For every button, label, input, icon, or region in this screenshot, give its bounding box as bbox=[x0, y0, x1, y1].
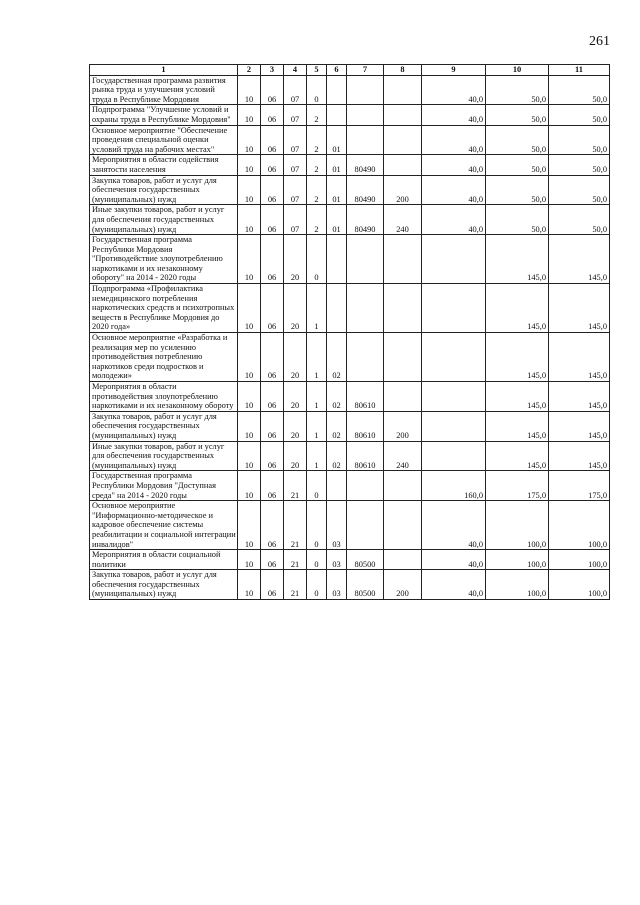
cell-col-7: 80610 bbox=[347, 441, 384, 471]
cell-col-7: 80490 bbox=[347, 205, 384, 235]
row-name: Закупка товаров, работ и услуг для обеспечения государственных (муниципальных) нужд bbox=[90, 411, 238, 441]
cell-col-3: 06 bbox=[261, 284, 284, 333]
cell-col-10: 50,0 bbox=[486, 75, 549, 105]
cell-col-3: 06 bbox=[261, 411, 284, 441]
cell-col-10: 50,0 bbox=[486, 205, 549, 235]
cell-col-8 bbox=[384, 471, 422, 501]
cell-col-11: 50,0 bbox=[549, 155, 610, 175]
column-header-6: 6 bbox=[327, 65, 347, 76]
table-row bbox=[90, 441, 610, 471]
cell-col-8: 240 bbox=[384, 441, 422, 471]
cell-col-7 bbox=[347, 125, 384, 155]
cell-col-2: 10 bbox=[238, 550, 261, 570]
cell-col-5: 0 bbox=[307, 75, 327, 105]
cell-col-11: 145,0 bbox=[549, 235, 610, 284]
cell-col-3: 06 bbox=[261, 441, 284, 471]
cell-col-9: 40,0 bbox=[422, 570, 486, 600]
cell-col-9: 40,0 bbox=[422, 175, 486, 205]
cell-col-9 bbox=[422, 441, 486, 471]
cell-col-11: 100,0 bbox=[549, 550, 610, 570]
cell-col-6: 01 bbox=[327, 205, 347, 235]
row-name: Государственная программа развития рынка труда и улучшения условий труда в Республике Мордовия bbox=[90, 75, 238, 105]
table-row bbox=[90, 175, 610, 205]
cell-col-11: 145,0 bbox=[549, 333, 610, 382]
cell-col-11: 50,0 bbox=[549, 105, 610, 125]
cell-col-5: 1 bbox=[307, 284, 327, 333]
cell-col-11: 145,0 bbox=[549, 284, 610, 333]
cell-col-2: 10 bbox=[238, 570, 261, 600]
header-row bbox=[90, 65, 610, 76]
cell-col-5: 1 bbox=[307, 411, 327, 441]
cell-col-5: 1 bbox=[307, 382, 327, 412]
cell-col-5: 2 bbox=[307, 205, 327, 235]
column-header-9: 9 bbox=[422, 65, 486, 76]
cell-col-3: 06 bbox=[261, 333, 284, 382]
cell-col-5: 0 bbox=[307, 501, 327, 550]
cell-col-8 bbox=[384, 284, 422, 333]
cell-col-11: 50,0 bbox=[549, 125, 610, 155]
cell-col-9: 40,0 bbox=[422, 75, 486, 105]
row-name: Подпрограмма «Профилактика немедицинского потребления наркотических средств и психотропных веществ в Республике Мордовия до 2020 года» bbox=[90, 284, 238, 333]
cell-col-2: 10 bbox=[238, 235, 261, 284]
cell-col-6: 01 bbox=[327, 155, 347, 175]
cell-col-4: 07 bbox=[284, 155, 307, 175]
cell-col-11: 50,0 bbox=[549, 75, 610, 105]
page-number: 261 bbox=[589, 34, 610, 49]
table-row bbox=[90, 333, 610, 382]
cell-col-7: 80610 bbox=[347, 411, 384, 441]
cell-col-3: 06 bbox=[261, 382, 284, 412]
cell-col-10: 50,0 bbox=[486, 175, 549, 205]
budget-table bbox=[89, 64, 610, 600]
cell-col-8: 240 bbox=[384, 205, 422, 235]
column-header-11: 11 bbox=[549, 65, 610, 76]
cell-col-3: 06 bbox=[261, 235, 284, 284]
column-header-10: 10 bbox=[486, 65, 549, 76]
row-name: Основное мероприятие "Обеспечение проведения специальной оценки условий труда на рабочих местах" bbox=[90, 125, 238, 155]
table-row bbox=[90, 155, 610, 175]
row-name: Иные закупки товаров, работ и услуг для обеспечения государственных (муниципальных) нужд bbox=[90, 441, 238, 471]
cell-col-4: 07 bbox=[284, 205, 307, 235]
cell-col-4: 07 bbox=[284, 175, 307, 205]
cell-col-10: 100,0 bbox=[486, 570, 549, 600]
cell-col-10: 50,0 bbox=[486, 125, 549, 155]
cell-col-10: 100,0 bbox=[486, 501, 549, 550]
cell-col-6: 02 bbox=[327, 411, 347, 441]
cell-col-3: 06 bbox=[261, 550, 284, 570]
row-name: Основное мероприятие "Информационно-методическое и кадровое обеспечение системы реабилитации и социальной интеграции инвалидов" bbox=[90, 501, 238, 550]
cell-col-4: 21 bbox=[284, 550, 307, 570]
cell-col-8 bbox=[384, 235, 422, 284]
cell-col-8 bbox=[384, 125, 422, 155]
column-header-3: 3 bbox=[261, 65, 284, 76]
table-row bbox=[90, 411, 610, 441]
row-name: Государственная программа Республики Мордовия "Противодействие злоупотреблению наркотиками и их незаконному обороту" на 2014 - 2020 годы bbox=[90, 235, 238, 284]
cell-col-10: 50,0 bbox=[486, 105, 549, 125]
cell-col-5: 0 bbox=[307, 550, 327, 570]
cell-col-3: 06 bbox=[261, 570, 284, 600]
cell-col-5: 2 bbox=[307, 155, 327, 175]
cell-col-11: 50,0 bbox=[549, 205, 610, 235]
column-header-8: 8 bbox=[384, 65, 422, 76]
table-row bbox=[90, 125, 610, 155]
cell-col-9: 40,0 bbox=[422, 155, 486, 175]
cell-col-9 bbox=[422, 333, 486, 382]
cell-col-3: 06 bbox=[261, 175, 284, 205]
table-row bbox=[90, 570, 610, 600]
cell-col-10: 145,0 bbox=[486, 382, 549, 412]
cell-col-7 bbox=[347, 333, 384, 382]
cell-col-8 bbox=[384, 382, 422, 412]
cell-col-11: 145,0 bbox=[549, 411, 610, 441]
cell-col-8 bbox=[384, 155, 422, 175]
cell-col-11: 145,0 bbox=[549, 441, 610, 471]
cell-col-7 bbox=[347, 235, 384, 284]
table-row bbox=[90, 550, 610, 570]
cell-col-2: 10 bbox=[238, 125, 261, 155]
cell-col-5: 1 bbox=[307, 333, 327, 382]
cell-col-8 bbox=[384, 550, 422, 570]
cell-col-7 bbox=[347, 105, 384, 125]
cell-col-7: 80610 bbox=[347, 382, 384, 412]
column-header-5: 5 bbox=[307, 65, 327, 76]
cell-col-6: 03 bbox=[327, 501, 347, 550]
row-name: Мероприятия в области содействия занятости населения bbox=[90, 155, 238, 175]
cell-col-6: 01 bbox=[327, 175, 347, 205]
cell-col-4: 07 bbox=[284, 125, 307, 155]
cell-col-8 bbox=[384, 501, 422, 550]
cell-col-4: 20 bbox=[284, 284, 307, 333]
cell-col-6 bbox=[327, 471, 347, 501]
cell-col-3: 06 bbox=[261, 125, 284, 155]
cell-col-7 bbox=[347, 284, 384, 333]
cell-col-10: 50,0 bbox=[486, 155, 549, 175]
cell-col-7 bbox=[347, 501, 384, 550]
cell-col-4: 20 bbox=[284, 333, 307, 382]
cell-col-2: 10 bbox=[238, 284, 261, 333]
cell-col-8: 200 bbox=[384, 175, 422, 205]
cell-col-6: 03 bbox=[327, 550, 347, 570]
cell-col-2: 10 bbox=[238, 333, 261, 382]
cell-col-7 bbox=[347, 75, 384, 105]
cell-col-8: 200 bbox=[384, 570, 422, 600]
cell-col-4: 20 bbox=[284, 441, 307, 471]
cell-col-9 bbox=[422, 411, 486, 441]
table-row bbox=[90, 75, 610, 105]
row-name: Закупка товаров, работ и услуг для обеспечения государственных (муниципальных) нужд bbox=[90, 175, 238, 205]
cell-col-4: 20 bbox=[284, 411, 307, 441]
cell-col-3: 06 bbox=[261, 205, 284, 235]
cell-col-8 bbox=[384, 333, 422, 382]
cell-col-9: 160,0 bbox=[422, 471, 486, 501]
row-name: Основное мероприятие «Разработка и реализация мер по усилению противодействия потреблению наркотиков среди подростков и молодежи» bbox=[90, 333, 238, 382]
cell-col-10: 145,0 bbox=[486, 411, 549, 441]
cell-col-7: 80500 bbox=[347, 550, 384, 570]
cell-col-3: 06 bbox=[261, 501, 284, 550]
cell-col-5: 0 bbox=[307, 471, 327, 501]
cell-col-5: 2 bbox=[307, 175, 327, 205]
cell-col-4: 20 bbox=[284, 235, 307, 284]
cell-col-8: 200 bbox=[384, 411, 422, 441]
cell-col-7 bbox=[347, 471, 384, 501]
cell-col-4: 07 bbox=[284, 75, 307, 105]
cell-col-5: 1 bbox=[307, 441, 327, 471]
column-header-7: 7 bbox=[347, 65, 384, 76]
cell-col-2: 10 bbox=[238, 105, 261, 125]
cell-col-10: 175,0 bbox=[486, 471, 549, 501]
cell-col-3: 06 bbox=[261, 471, 284, 501]
cell-col-2: 10 bbox=[238, 471, 261, 501]
cell-col-2: 10 bbox=[238, 501, 261, 550]
cell-col-6: 02 bbox=[327, 382, 347, 412]
cell-col-7: 80490 bbox=[347, 155, 384, 175]
table-row bbox=[90, 205, 610, 235]
cell-col-6 bbox=[327, 105, 347, 125]
cell-col-6 bbox=[327, 75, 347, 105]
column-header-1: 1 bbox=[90, 65, 238, 76]
cell-col-10: 145,0 bbox=[486, 333, 549, 382]
cell-col-4: 20 bbox=[284, 382, 307, 412]
cell-col-3: 06 bbox=[261, 105, 284, 125]
cell-col-4: 07 bbox=[284, 105, 307, 125]
cell-col-3: 06 bbox=[261, 75, 284, 105]
cell-col-2: 10 bbox=[238, 382, 261, 412]
row-name: Подпрограмма "Улучшение условий и охраны труда в Республике Мордовия" bbox=[90, 105, 238, 125]
cell-col-11: 175,0 bbox=[549, 471, 610, 501]
cell-col-9: 40,0 bbox=[422, 125, 486, 155]
cell-col-10: 100,0 bbox=[486, 550, 549, 570]
cell-col-5: 0 bbox=[307, 570, 327, 600]
cell-col-6: 01 bbox=[327, 125, 347, 155]
cell-col-7: 80490 bbox=[347, 175, 384, 205]
table-row bbox=[90, 471, 610, 501]
cell-col-2: 10 bbox=[238, 75, 261, 105]
cell-col-11: 100,0 bbox=[549, 501, 610, 550]
cell-col-9: 40,0 bbox=[422, 205, 486, 235]
cell-col-6 bbox=[327, 235, 347, 284]
cell-col-9 bbox=[422, 235, 486, 284]
cell-col-10: 145,0 bbox=[486, 284, 549, 333]
cell-col-4: 21 bbox=[284, 471, 307, 501]
cell-col-2: 10 bbox=[238, 155, 261, 175]
cell-col-9: 40,0 bbox=[422, 501, 486, 550]
cell-col-4: 21 bbox=[284, 570, 307, 600]
cell-col-6 bbox=[327, 284, 347, 333]
table-body bbox=[90, 75, 610, 599]
cell-col-10: 145,0 bbox=[486, 235, 549, 284]
cell-col-7: 80500 bbox=[347, 570, 384, 600]
row-name: Мероприятия в области противодействия злоупотреблению наркотиками и их незаконному обороту bbox=[90, 382, 238, 412]
column-header-2: 2 bbox=[238, 65, 261, 76]
cell-col-2: 10 bbox=[238, 441, 261, 471]
row-name: Иные закупки товаров, работ и услуг для обеспечения государственных (муниципальных) нужд bbox=[90, 205, 238, 235]
table-row bbox=[90, 382, 610, 412]
cell-col-10: 145,0 bbox=[486, 441, 549, 471]
cell-col-5: 2 bbox=[307, 105, 327, 125]
cell-col-5: 2 bbox=[307, 125, 327, 155]
cell-col-11: 145,0 bbox=[549, 382, 610, 412]
cell-col-6: 02 bbox=[327, 333, 347, 382]
cell-col-8 bbox=[384, 75, 422, 105]
cell-col-9: 40,0 bbox=[422, 105, 486, 125]
cell-col-11: 100,0 bbox=[549, 570, 610, 600]
table-row bbox=[90, 284, 610, 333]
cell-col-2: 10 bbox=[238, 175, 261, 205]
table-row bbox=[90, 235, 610, 284]
cell-col-9 bbox=[422, 284, 486, 333]
table-row bbox=[90, 105, 610, 125]
cell-col-6: 03 bbox=[327, 570, 347, 600]
cell-col-3: 06 bbox=[261, 155, 284, 175]
table-row bbox=[90, 501, 610, 550]
cell-col-8 bbox=[384, 105, 422, 125]
cell-col-2: 10 bbox=[238, 205, 261, 235]
row-name: Мероприятия в области социальной политики bbox=[90, 550, 238, 570]
cell-col-9 bbox=[422, 382, 486, 412]
cell-col-11: 50,0 bbox=[549, 175, 610, 205]
row-name: Закупка товаров, работ и услуг для обеспечения государственных (муниципальных) нужд bbox=[90, 570, 238, 600]
cell-col-9: 40,0 bbox=[422, 550, 486, 570]
row-name: Государственная программа Республики Мордовия "Доступная среда" на 2014 - 2020 годы bbox=[90, 471, 238, 501]
cell-col-6: 02 bbox=[327, 441, 347, 471]
cell-col-4: 21 bbox=[284, 501, 307, 550]
column-header-4: 4 bbox=[284, 65, 307, 76]
cell-col-2: 10 bbox=[238, 411, 261, 441]
cell-col-5: 0 bbox=[307, 235, 327, 284]
